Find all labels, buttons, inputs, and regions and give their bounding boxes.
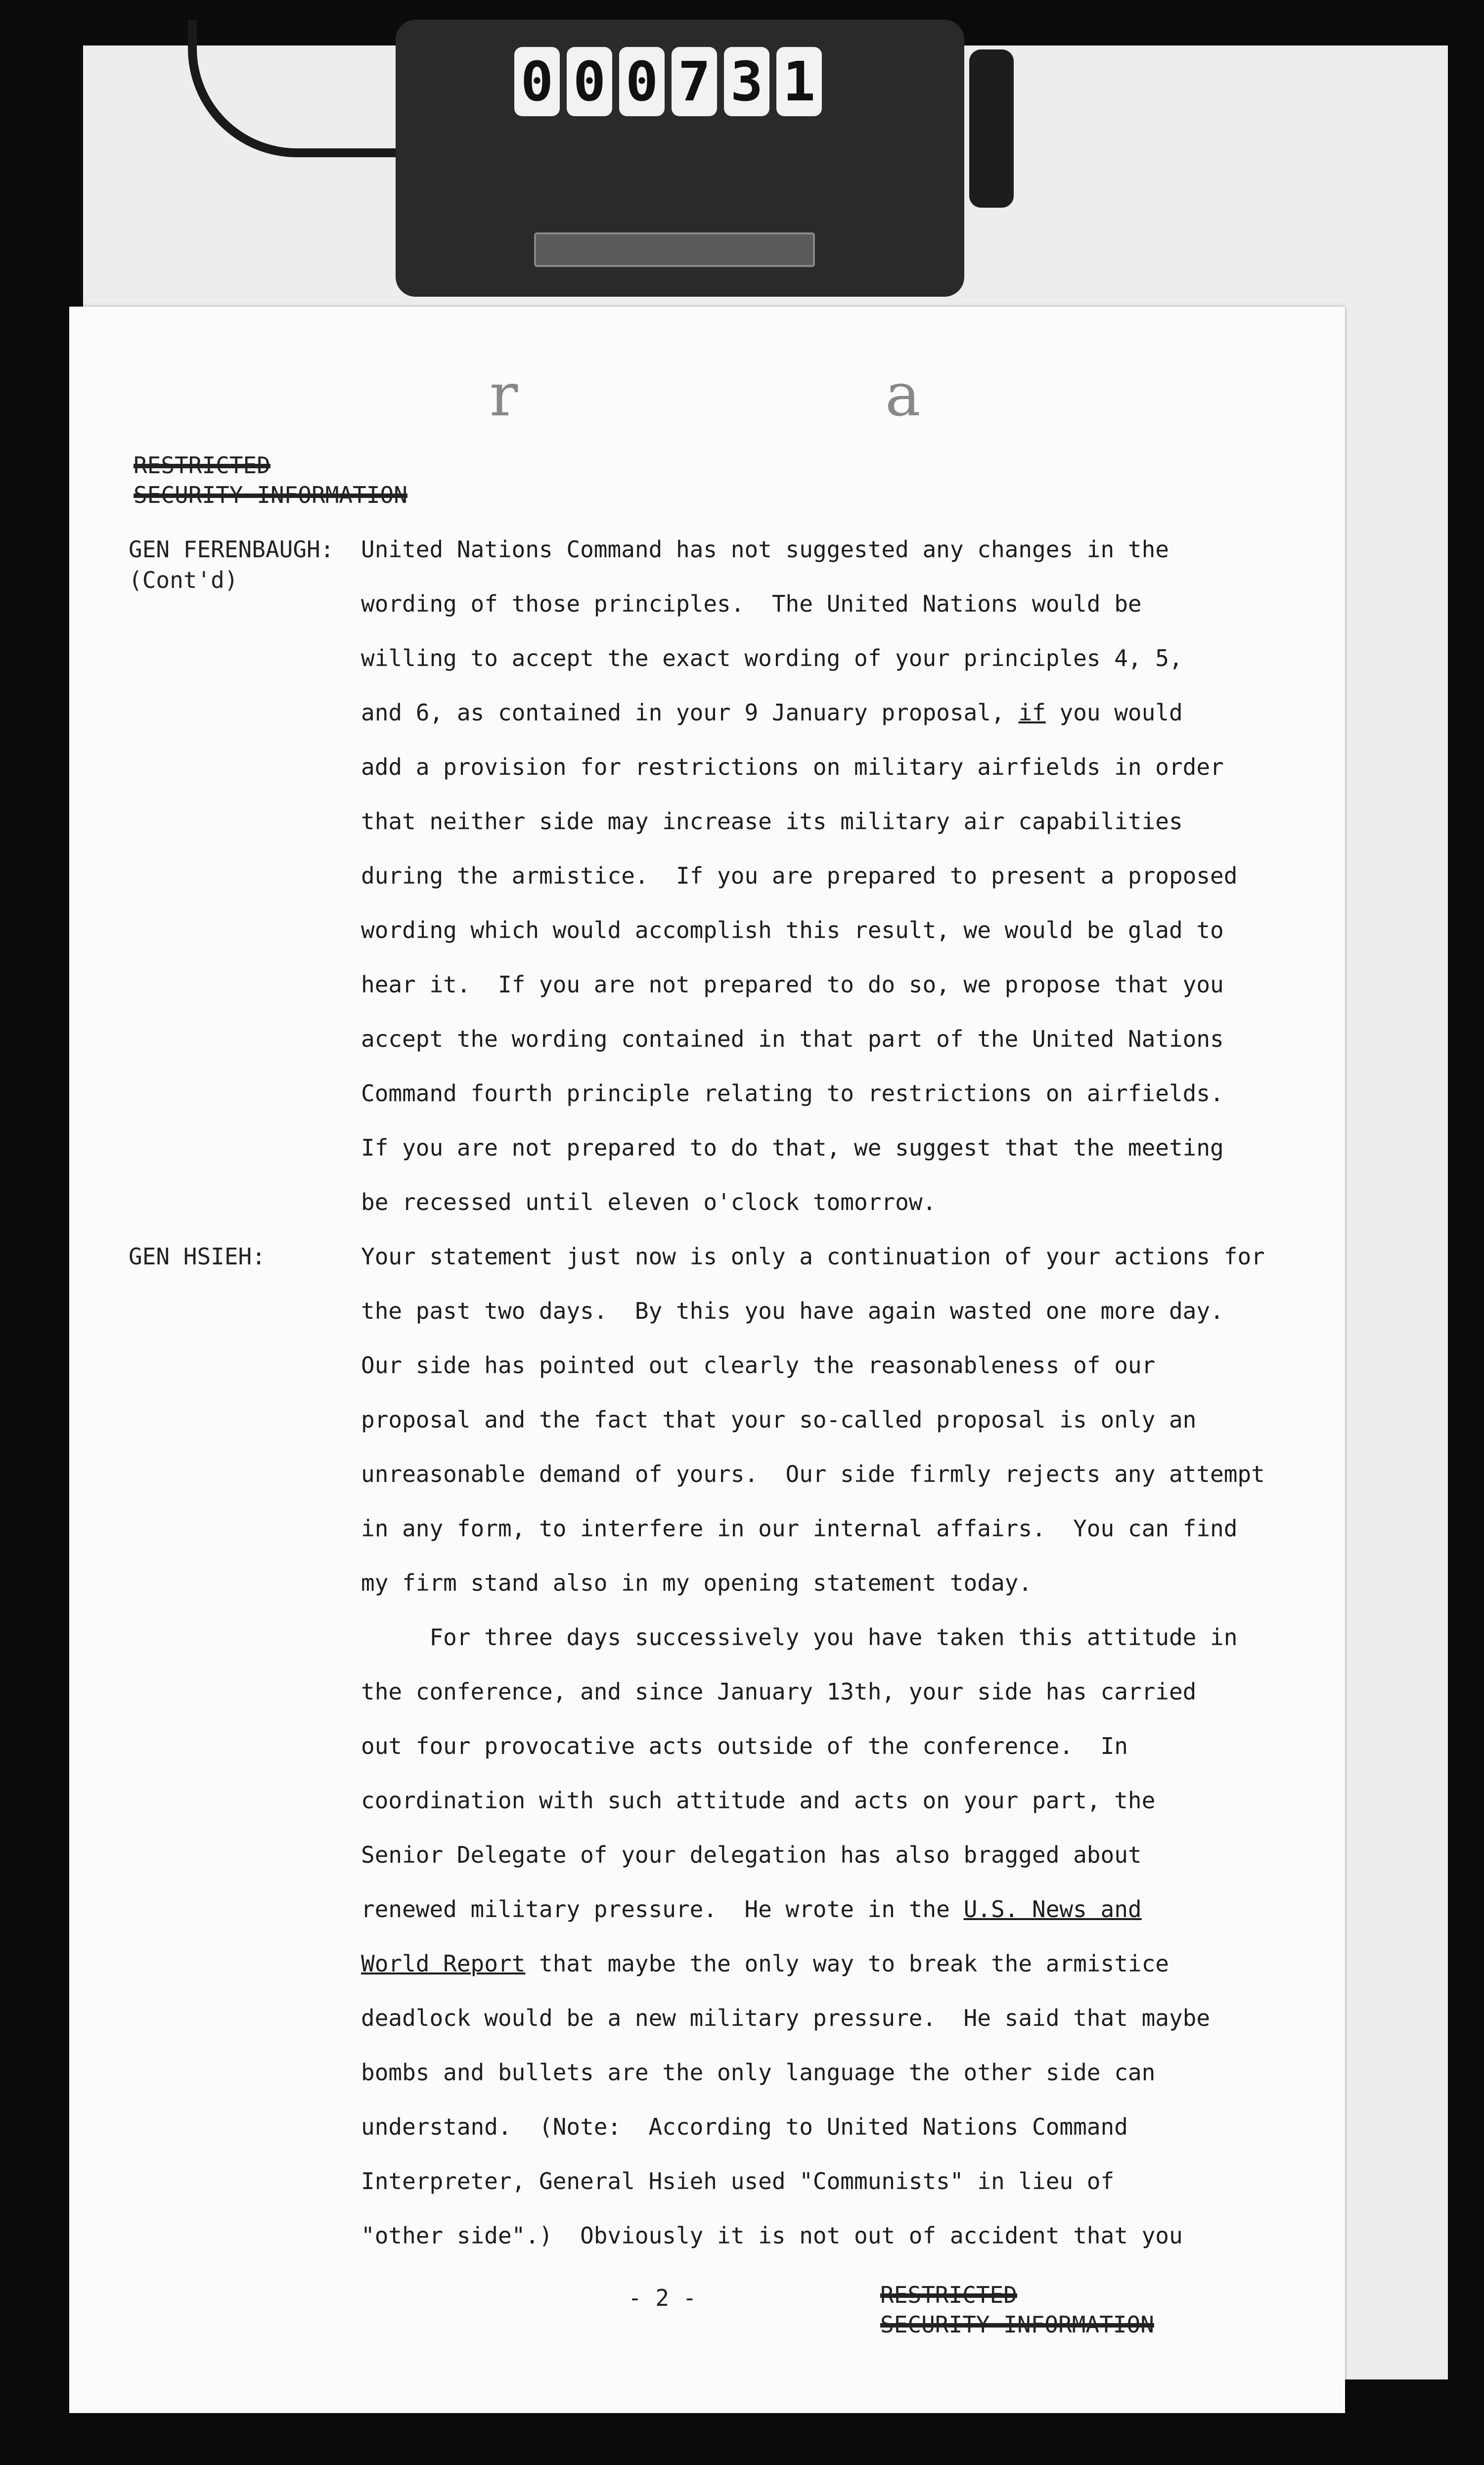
line-text: you would bbox=[1045, 699, 1183, 726]
transcript-line: Your statement just now is only a continuation of your actions for bbox=[361, 1243, 1265, 1270]
transcript-line: accept the wording contained in that part of the United Nations bbox=[361, 1026, 1224, 1052]
counter-digit: 0 bbox=[619, 47, 665, 116]
transcript-line: coordination with such attitude and acts on your part, the bbox=[361, 1787, 1156, 1814]
counter-digit: 3 bbox=[724, 47, 769, 116]
transcript-line: If you are not prepared to do that, we suggest that the meeting bbox=[361, 1134, 1224, 1161]
punch-mark-right: a bbox=[885, 361, 921, 430]
line-text: and 6, as contained in your 9 January proposal, bbox=[361, 699, 1019, 726]
security-header: SECURITY INFORMATION bbox=[134, 482, 407, 508]
transcript-line: my firm stand also in my opening statement today. bbox=[361, 1569, 1033, 1596]
transcript-line: that neither side may increase its military air capabilities bbox=[361, 808, 1183, 835]
counter-plate bbox=[534, 232, 815, 267]
transcript-line: For three days successively you have taken this attitude in bbox=[361, 1624, 1238, 1651]
transcript-line: wording of those principles. The United Nations would be bbox=[361, 590, 1142, 617]
transcript-line: the conference, and since January 13th, your side has carried bbox=[361, 1678, 1197, 1705]
transcript-line bbox=[361, 1894, 1142, 1925]
speaker-label: GEN HSIEH: bbox=[129, 1243, 266, 1270]
transcript-line: United Nations Command has not suggested any changes in the bbox=[361, 536, 1169, 563]
counter-digit: 7 bbox=[672, 47, 717, 116]
restricted-header: RESTRICTED bbox=[134, 452, 270, 479]
transcript-line: Command fourth principle relating to restrictions on airfields. bbox=[361, 1080, 1224, 1107]
transcript-line: add a provision for restrictions on military airfields in order bbox=[361, 754, 1224, 780]
transcript-line: "other side".) Obviously it is not out of accident that you bbox=[361, 2222, 1183, 2249]
counter-knob bbox=[969, 49, 1014, 208]
counter-digit: 0 bbox=[514, 47, 560, 116]
transcript-line bbox=[361, 697, 1183, 728]
underlined-text: U.S. News and bbox=[963, 1896, 1142, 1923]
transcript-line: in any form, to interfere in our internal affairs. You can find bbox=[361, 1515, 1238, 1542]
line-text: that maybe the only way to break the armistice bbox=[525, 1950, 1169, 1977]
transcript-line: proposal and the fact that your so-called proposal is only an bbox=[361, 1406, 1197, 1433]
restricted-footer: RESTRICTED bbox=[880, 2282, 1017, 2308]
transcript-line: deadlock would be a new military pressure. He said that maybe bbox=[361, 2005, 1211, 2031]
counter-digits bbox=[514, 47, 822, 116]
transcript-line: wording which would accomplish this result, we would be glad to bbox=[361, 917, 1224, 943]
transcript-line: hear it. If you are not prepared to do so, we propose that you bbox=[361, 971, 1224, 998]
transcript-line: bombs and bullets are the only language the other side can bbox=[361, 2059, 1156, 2086]
transcript-line bbox=[361, 1948, 1169, 1979]
underlined-text: World Report bbox=[361, 1950, 526, 1977]
transcript-line: understand. (Note: According to United Nations Command bbox=[361, 2113, 1128, 2140]
transcript-line: willing to accept the exact wording of your principles 4, 5, bbox=[361, 645, 1183, 672]
counter-digit: 1 bbox=[776, 47, 822, 116]
transcript-line: Senior Delegate of your delegation has also bragged about bbox=[361, 1841, 1142, 1868]
speaker-label: GEN FERENBAUGH: (Cont'd) bbox=[129, 536, 334, 593]
transcript-line: be recessed until eleven o'clock tomorrow. bbox=[361, 1189, 937, 1215]
line-text: renewed military pressure. He wrote in the bbox=[361, 1896, 964, 1923]
transcript-line: Our side has pointed out clearly the reasonableness of our bbox=[361, 1352, 1156, 1379]
transcript-line: Interpreter, General Hsieh used "Communists" in lieu of bbox=[361, 2168, 1115, 2195]
counter-digit: 0 bbox=[567, 47, 612, 116]
underlined-text: if bbox=[1018, 699, 1046, 726]
punch-mark-left: r bbox=[490, 361, 518, 430]
security-footer: SECURITY INFORMATION bbox=[880, 2311, 1154, 2338]
transcript-line: out four provocative acts outside of the conference. In bbox=[361, 1733, 1128, 1759]
transcript-line: the past two days. By this you have again wasted one more day. bbox=[361, 1298, 1224, 1324]
transcript-line: during the armistice. If you are prepared to present a proposed bbox=[361, 862, 1238, 889]
page-number: - 2 - bbox=[628, 2285, 697, 2311]
document-page bbox=[69, 307, 1345, 2413]
transcript-line: unreasonable demand of yours. Our side firmly rejects any attempt bbox=[361, 1461, 1265, 1487]
